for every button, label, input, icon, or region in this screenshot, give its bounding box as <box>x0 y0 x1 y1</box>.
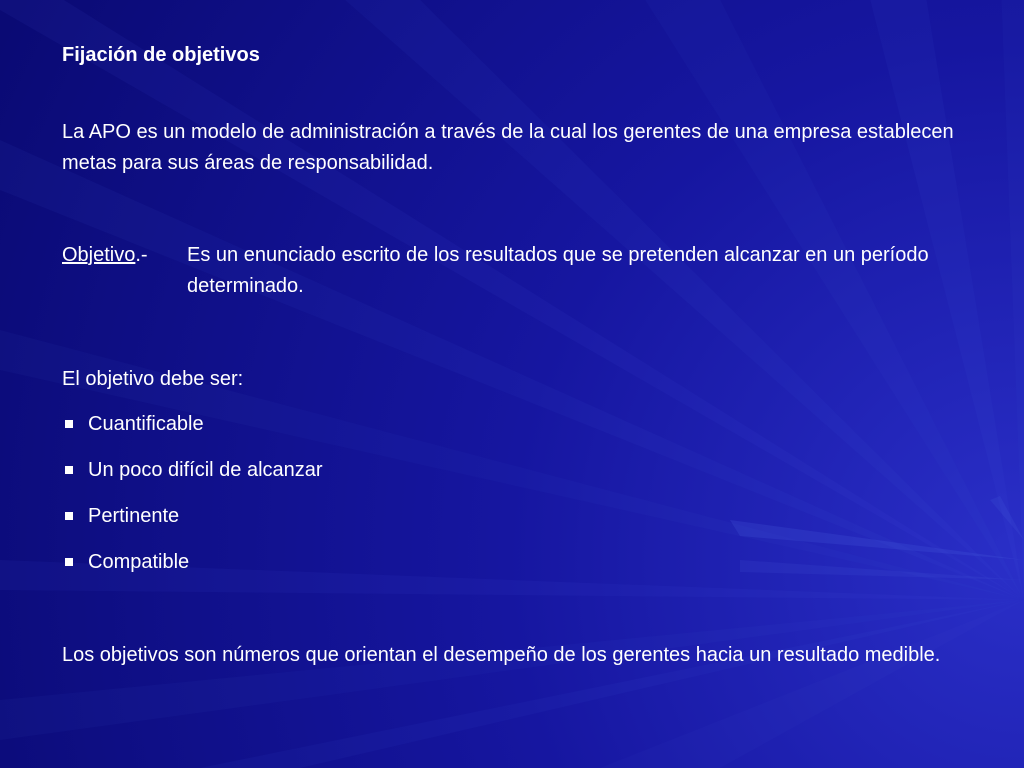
list-item-label: Compatible <box>88 551 190 573</box>
definition-term-group <box>62 240 148 271</box>
list-item <box>62 547 323 593</box>
closing-paragraph: Los objetivos son números que orientan el desempeño de los gerentes hacia un resultado medible. <box>62 644 941 666</box>
list-item <box>62 501 323 547</box>
definition-separator: .- <box>135 244 148 266</box>
list-item <box>62 455 323 501</box>
list-item-label: Pertinente <box>88 505 180 527</box>
square-bullet-icon <box>65 558 73 566</box>
intro-paragraph: La APO es un modelo de administración a través de la cual los gerentes de una empresa establecen metas para sus áreas de responsabilidad. <box>62 121 954 174</box>
definition-term: Objetivo <box>62 244 136 266</box>
list-item <box>62 409 323 455</box>
square-bullet-icon <box>65 420 73 428</box>
list-lead: El objetivo debe ser: <box>62 368 244 390</box>
definition-text: Es un enunciado escrito de los resultados que se pretenden alcanzar en un período determinado. <box>187 244 929 297</box>
requirements-list <box>62 409 323 593</box>
list-item-label: Cuantificable <box>88 413 204 435</box>
slide-title: Fijación de objetivos <box>62 44 260 66</box>
square-bullet-icon <box>65 512 73 520</box>
list-item-label: Un poco difícil de alcanzar <box>88 459 323 481</box>
square-bullet-icon <box>65 466 73 474</box>
